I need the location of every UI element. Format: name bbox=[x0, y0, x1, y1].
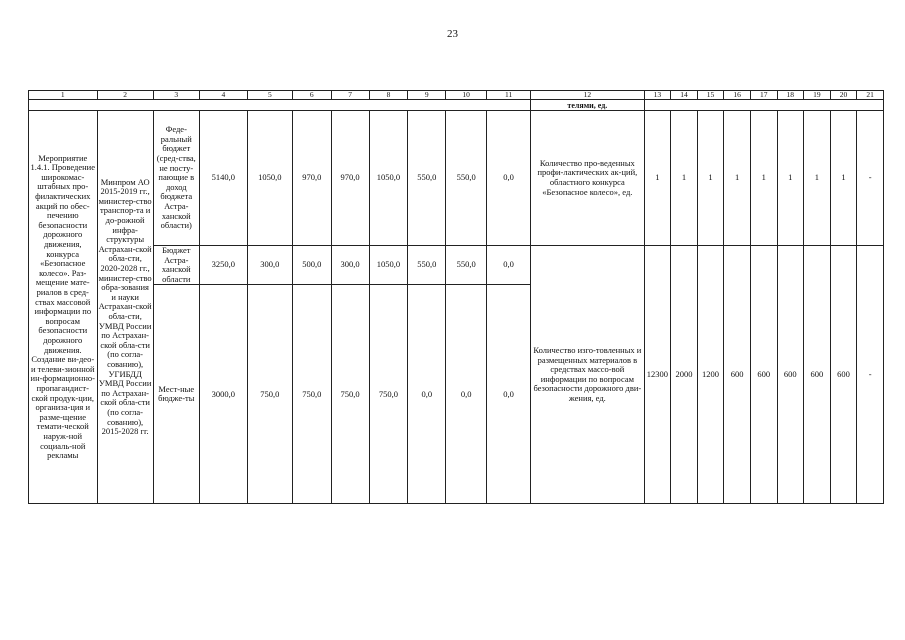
value-cell: 5140,0 bbox=[199, 111, 247, 246]
indicator-value: 2000 bbox=[671, 246, 698, 504]
header-cell: 16 bbox=[724, 91, 751, 100]
header-cell: 5 bbox=[247, 91, 292, 100]
funding-source: Бюджет Астра-ханской области bbox=[153, 246, 199, 285]
indicator-name: Количество про-веденных профи-лактических ак-ций, областного конкурса «Безопасное колесо», ед. bbox=[531, 111, 645, 246]
header-cell: 17 bbox=[750, 91, 777, 100]
indicator-value: 600 bbox=[750, 246, 777, 504]
empty-cell bbox=[644, 100, 883, 111]
header-cell: 1 bbox=[29, 91, 98, 100]
value-cell: 0,0 bbox=[487, 285, 531, 504]
value-cell: 0,0 bbox=[446, 285, 487, 504]
value-cell: 750,0 bbox=[247, 285, 292, 504]
indicator-name: Количество изго-товленных и размещенных материалов в средствах массо-вой информации по вопросам безопасности дорожного дви-жения, ед. bbox=[531, 246, 645, 504]
value-cell: 0,0 bbox=[487, 246, 531, 285]
indicator-value: 600 bbox=[804, 246, 831, 504]
value-cell: 1050,0 bbox=[369, 246, 408, 285]
indicator-value: 1 bbox=[724, 111, 751, 246]
indicator-value: 1 bbox=[804, 111, 831, 246]
indicator-value: 600 bbox=[724, 246, 751, 504]
header-cell: 15 bbox=[697, 91, 724, 100]
header-cell: 14 bbox=[671, 91, 698, 100]
header-cell: 11 bbox=[487, 91, 531, 100]
value-cell: 550,0 bbox=[446, 246, 487, 285]
indicator-value: 600 bbox=[777, 246, 804, 504]
header-cell: 7 bbox=[331, 91, 369, 100]
continuation-text: телями, ед. bbox=[531, 100, 645, 111]
header-cell: 21 bbox=[857, 91, 884, 100]
value-cell: 750,0 bbox=[331, 285, 369, 504]
header-cell: 9 bbox=[408, 91, 446, 100]
value-cell: 0,0 bbox=[487, 111, 531, 246]
value-cell: 550,0 bbox=[408, 111, 446, 246]
value-cell: 970,0 bbox=[292, 111, 331, 246]
value-cell: 0,0 bbox=[408, 285, 446, 504]
empty-cell bbox=[29, 100, 531, 111]
indicator-value: 12300 bbox=[644, 246, 671, 504]
value-cell: 3250,0 bbox=[199, 246, 247, 285]
indicator-value: 1 bbox=[671, 111, 698, 246]
indicator-value: 1 bbox=[697, 111, 724, 246]
header-cell: 13 bbox=[644, 91, 671, 100]
header-cell: 6 bbox=[292, 91, 331, 100]
header-cell: 2 bbox=[97, 91, 153, 100]
table-row bbox=[29, 246, 884, 285]
value-cell: 550,0 bbox=[446, 111, 487, 246]
funding-source: Мест-ные бюдже-ты bbox=[153, 285, 199, 504]
value-cell: 300,0 bbox=[331, 246, 369, 285]
header-cell: 18 bbox=[777, 91, 804, 100]
header-cell: 12 bbox=[531, 91, 645, 100]
header-row bbox=[29, 91, 884, 100]
header-cell: 10 bbox=[446, 91, 487, 100]
indicator-value: - bbox=[857, 246, 884, 504]
value-cell: 1050,0 bbox=[369, 111, 408, 246]
program-table bbox=[28, 90, 884, 504]
event-description: Мероприятие 1.4.1. Проведение широкомас-штабных про-филактических акций по обес-печению безопасности дорожного движения, конкурса «Безопасное колесо». Раз-мещение мате-риалов в сред-ствах массовой информации по вопросам безопасности дорожного движения. Создание ви-део- и телеви-зионной ин-формационно-пропагандист-ской продук-ции, организа-ция и разме-щение темати-ческой наруж-ной социаль-ной рекламы bbox=[29, 111, 98, 504]
value-cell: 970,0 bbox=[331, 111, 369, 246]
header-cell: 20 bbox=[830, 91, 857, 100]
header-cell: 19 bbox=[804, 91, 831, 100]
value-cell: 550,0 bbox=[408, 246, 446, 285]
value-cell: 3000,0 bbox=[199, 285, 247, 504]
indicator-value: 1 bbox=[830, 111, 857, 246]
value-cell: 750,0 bbox=[369, 285, 408, 504]
indicator-value: - bbox=[857, 111, 884, 246]
header-cell: 8 bbox=[369, 91, 408, 100]
indicator-value: 1200 bbox=[697, 246, 724, 504]
indicator-value: 1 bbox=[644, 111, 671, 246]
header-cell: 3 bbox=[153, 91, 199, 100]
continuation-row bbox=[29, 100, 884, 111]
value-cell: 750,0 bbox=[292, 285, 331, 504]
indicator-value: 1 bbox=[750, 111, 777, 246]
executors-cell: Минпром АО 2015-2019 гг., министер-ство транспор-та и до-рожной инфра-структуры Астрахан-ской обла-сти, 2020-2028 гг., министер-ство обра-зования и науки Астрахан-ской обла-сти, УМВД России по Астрахан-ской обла-сти (по согла-сованию), УГИБДД УМВД России по Астрахан-ской обла-сти (по согла-сованию), 2015-2028 гг. bbox=[97, 111, 153, 504]
header-cell: 4 bbox=[199, 91, 247, 100]
funding-source: Феде-ральный бюджет (сред-ства, не посту-пающие в доход бюджета Астра-ханской области) bbox=[153, 111, 199, 246]
value-cell: 500,0 bbox=[292, 246, 331, 285]
page-number: 23 bbox=[447, 28, 458, 40]
indicator-value: 600 bbox=[830, 246, 857, 504]
indicator-value: 1 bbox=[777, 111, 804, 246]
value-cell: 1050,0 bbox=[247, 111, 292, 246]
value-cell: 300,0 bbox=[247, 246, 292, 285]
table-row bbox=[29, 111, 884, 246]
